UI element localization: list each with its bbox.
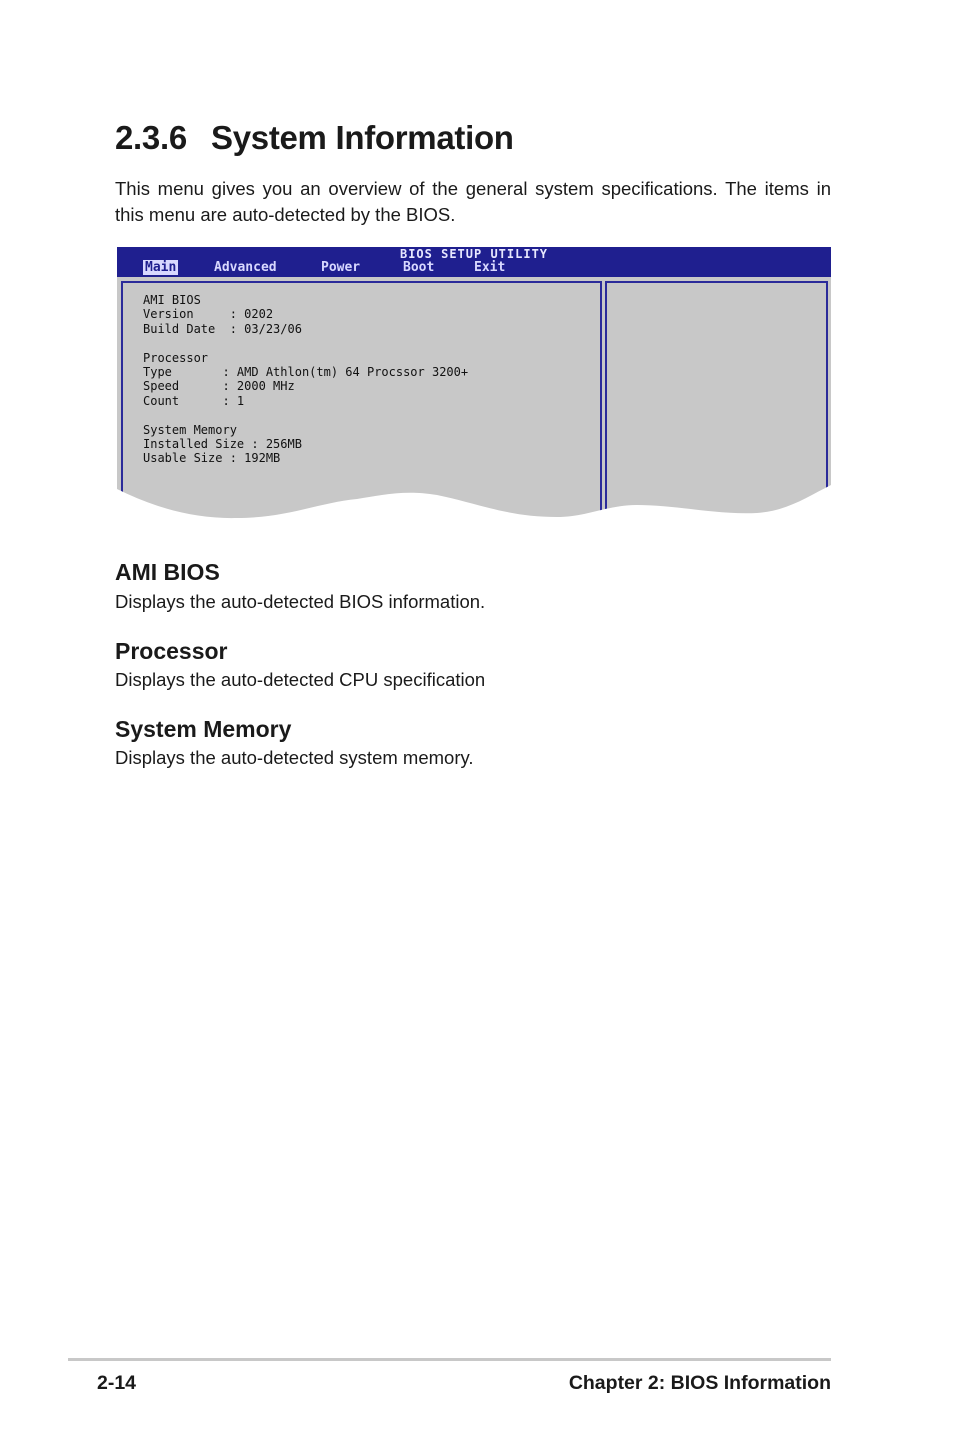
bios-line: Usable Size : 192MB: [143, 451, 281, 466]
page-number: 2-14: [97, 1372, 137, 1394]
bios-line: Version : 0202: [143, 307, 274, 322]
subtext-processor: Displays the auto-detected CPU specification: [115, 669, 486, 690]
bios-line: Type : AMD Athlon(tm) 64 Procssor 3200+: [143, 365, 469, 380]
bios-line: Count : 1: [143, 393, 245, 408]
subheading-processor: Processor: [115, 638, 228, 664]
subheading-ami-bios: AMI BIOS: [115, 559, 220, 585]
subheading-system-memory: System Memory: [115, 716, 292, 742]
bios-line: Processor: [143, 350, 209, 365]
subtext-system-memory: Displays the auto-detected system memory.: [115, 747, 474, 768]
bios-line: Installed Size : 256MB: [143, 437, 302, 452]
footer-rule: [68, 1358, 831, 1361]
bios-line: Speed : 2000 MHz: [143, 379, 295, 394]
bios-menu-advanced: Advanced: [214, 260, 277, 275]
bios-line: AMI BIOS: [143, 293, 201, 307]
bios-line: Build Date : 03/23/06: [143, 321, 302, 336]
torn-edge: [117, 247, 831, 519]
section-title: System Information: [211, 119, 514, 156]
section-number: 2.3.6: [115, 119, 187, 156]
bios-line: System Memory: [143, 422, 237, 437]
bios-screenshot: [117, 247, 831, 519]
chapter-title: Chapter 2: BIOS Information: [568, 1372, 831, 1394]
bios-title: BIOS SETUP UTILITY: [399, 247, 549, 261]
subtext-ami-bios: Displays the auto-detected BIOS information.: [115, 591, 486, 612]
intro-paragraph: This menu gives you an overview of the general system specifications. The items in this menu are auto-detected by the BIOS.: [115, 178, 831, 225]
section-heading: [115, 119, 514, 157]
bios-menu-main: Main: [145, 260, 177, 275]
bios-menu-boot: Boot: [403, 260, 435, 275]
bios-menu-power: Power: [321, 260, 361, 275]
bios-menu-exit: Exit: [474, 260, 506, 275]
